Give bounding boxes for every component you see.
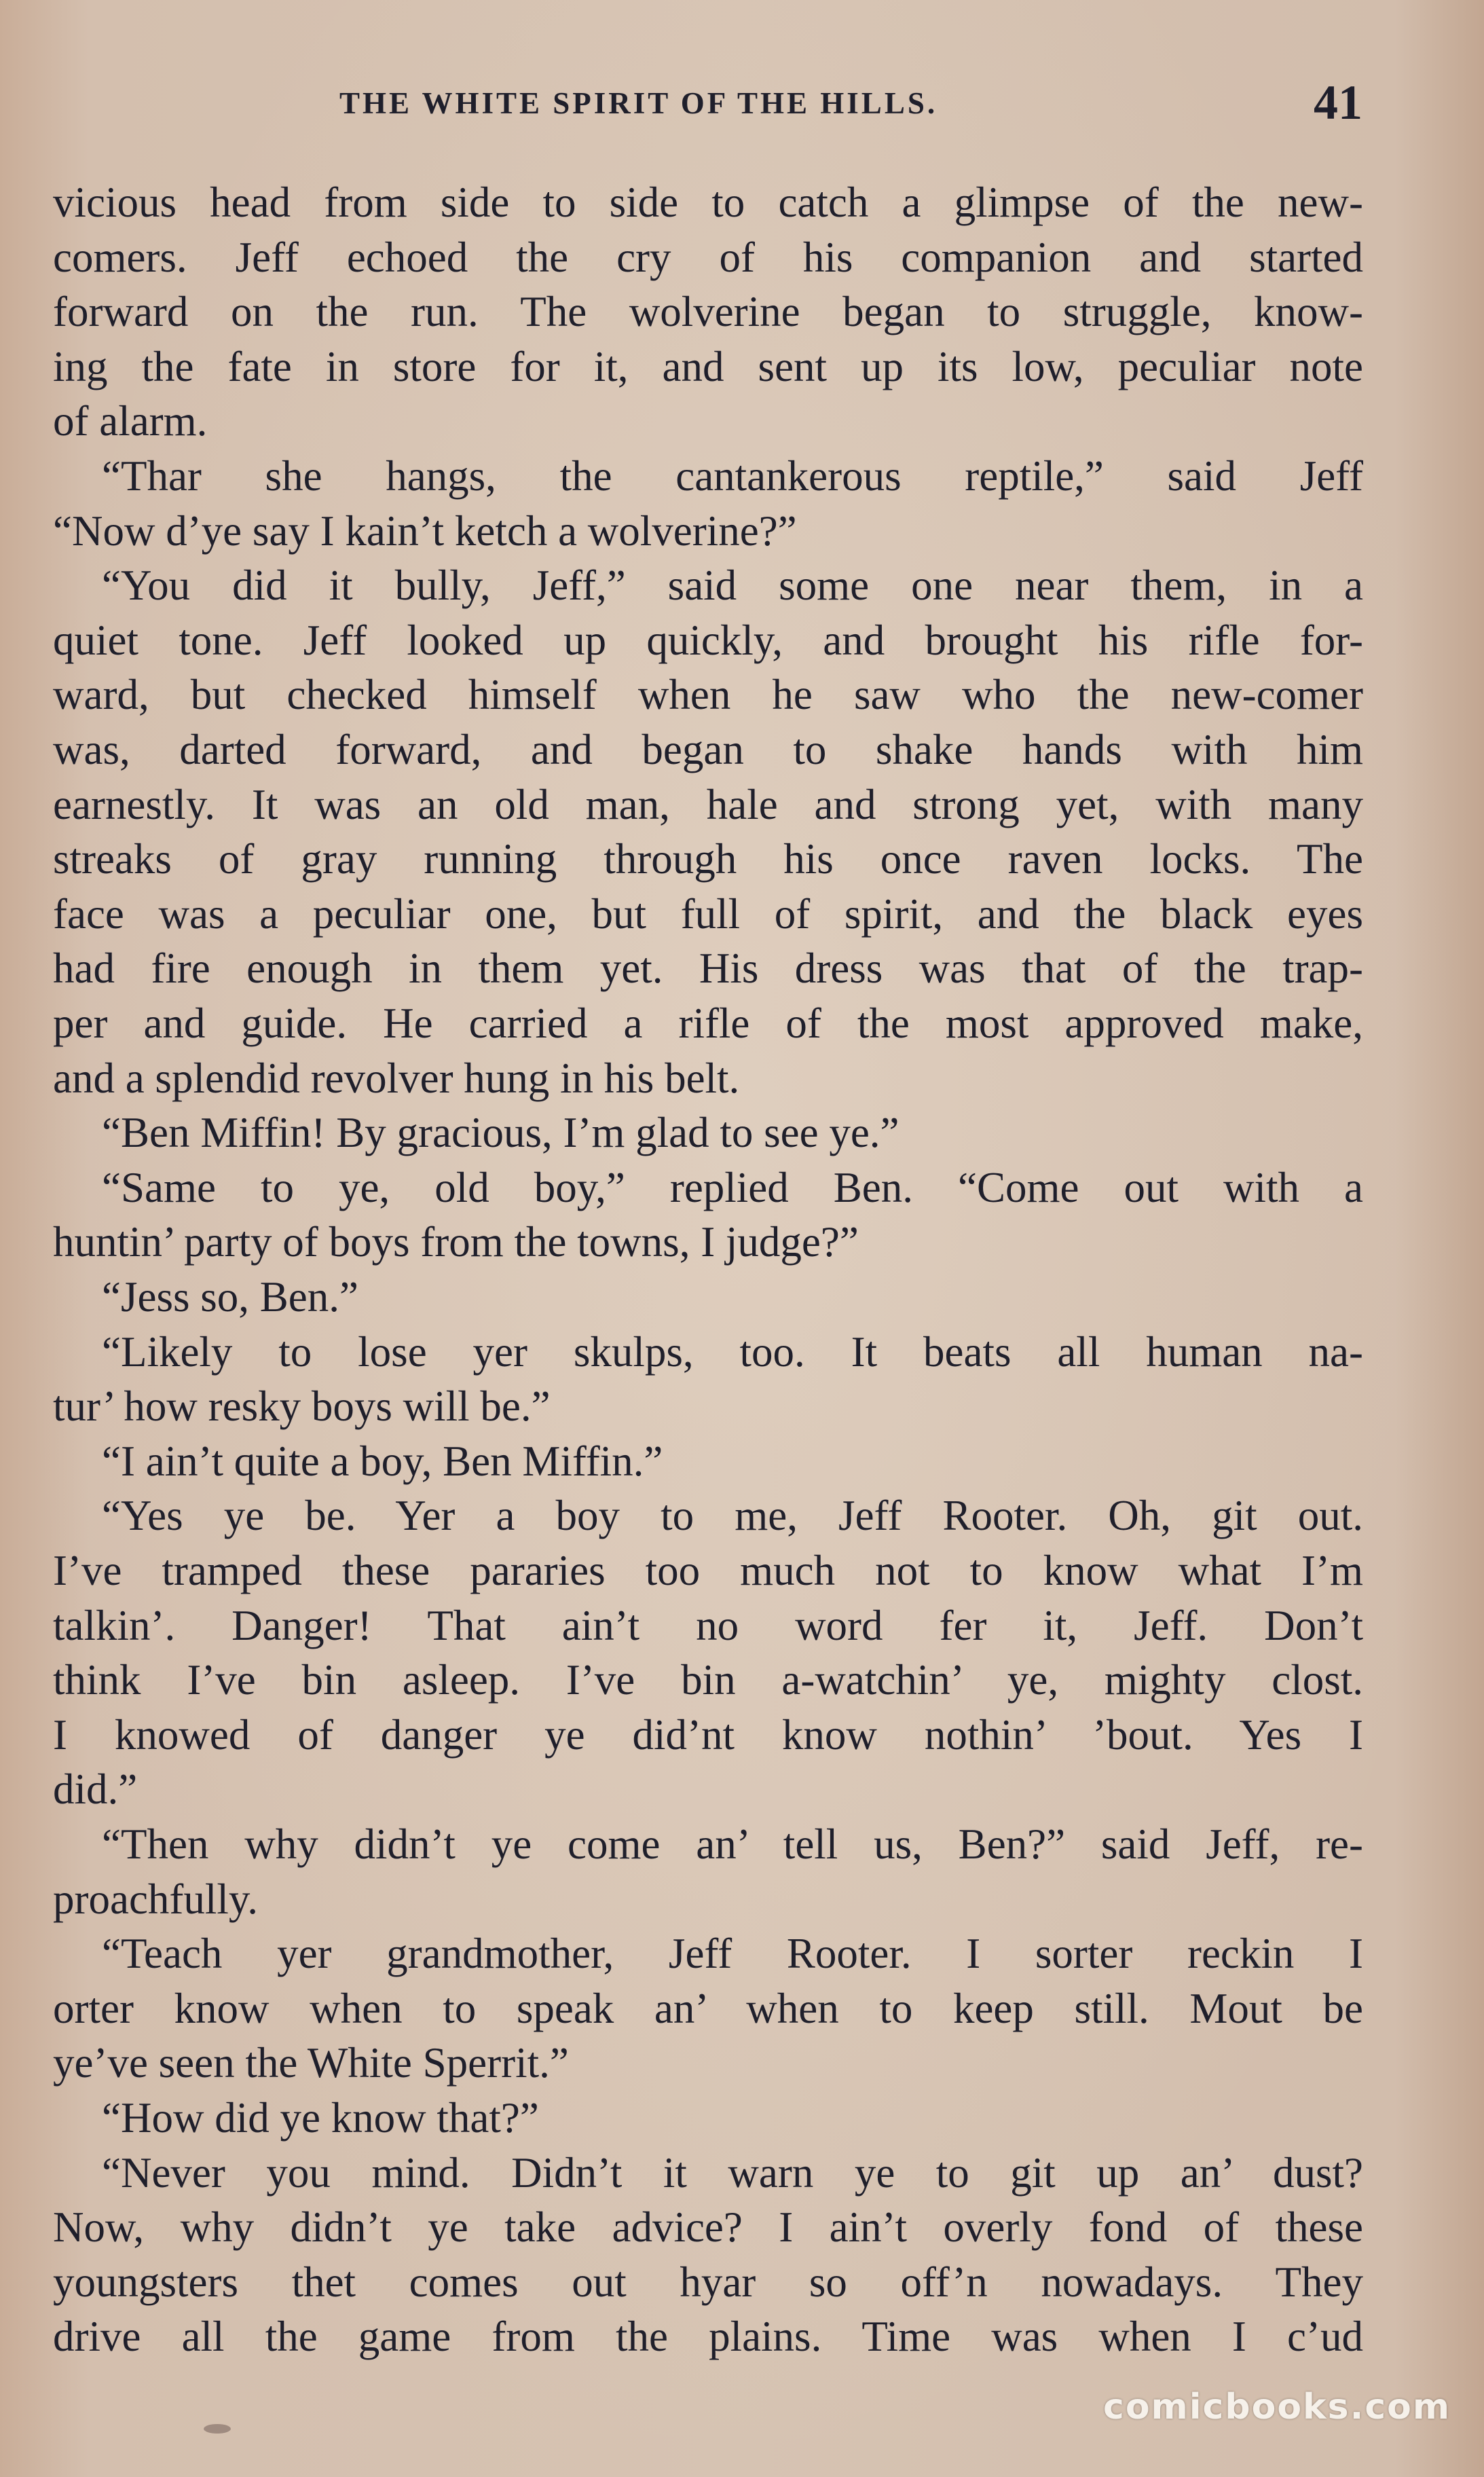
text-line: “You did it bully, Jeff,” said some one near them, in a (102, 562, 1363, 610)
text-line: and a splendid revolver hung in his belt. (53, 1054, 740, 1102)
text-line: earnestly. It was an old man, hale and strong yet, with many (53, 780, 1363, 828)
running-title: THE WHITE SPIRIT OF THE HILLS. (339, 86, 938, 120)
text-line: “Same to ye, old boy,” replied Ben. “Come out with a (102, 1163, 1363, 1211)
text-line: “Ben Miffin! By gracious, I’m glad to see ye.” (102, 1109, 899, 1157)
text-line: ing the fate in store for it, and sent up its low, peculiar note (53, 342, 1363, 390)
text-line: “Yes ye be. Yer a boy to me, Jeff Rooter. Oh, git out. (102, 1492, 1363, 1540)
text-line: Now, why didn’t ye take advice? I ain’t overly fond of these (53, 2203, 1363, 2252)
text-line: “Then why didn’t ye come an’ tell us, Ben?” said Jeff, re- (102, 1820, 1363, 1868)
text-line: was, darted forward, and began to shake hands with him (53, 726, 1363, 773)
text-line: ye’ve seen the White Sperrit.” (53, 2039, 569, 2087)
text-line: did.” (53, 1765, 138, 1814)
text-line: “Never you mind. Didn’t it warn ye to git up an’ dust? (102, 2148, 1363, 2197)
text-line: face was a peculiar one, but full of spirit, and the black eyes (53, 889, 1363, 938)
text-line: talkin’. Danger! That ain’t no word fer it, Jeff. Don’t (53, 1601, 1363, 1649)
watermark: comicbooks.com (1103, 2387, 1451, 2427)
text-line: “Now d’ye say I kain’t ketch a wolverine?” (53, 507, 797, 555)
ink-smudge (204, 2424, 231, 2434)
text-line: “Thar she hangs, the cantankerous reptile,” said Jeff (102, 452, 1363, 500)
text-line: “Likely to lose yer skulps, too. It beats all human na- (102, 1327, 1363, 1376)
text-line: “Jess so, Ben.” (102, 1273, 358, 1321)
text-line: had fire enough in them yet. His dress was that of the trap- (53, 944, 1363, 993)
text-line: I knowed of danger ye did’nt know nothin’ ’bout. Yes I (53, 1710, 1363, 1759)
text-line: streaks of gray running through his once raven locks. The (53, 835, 1363, 883)
text-line: youngsters thet comes out hyar so off’n nowadays. They (53, 2258, 1363, 2306)
text-line: quiet tone. Jeff looked up quickly, and brought his rifle for- (53, 616, 1363, 664)
text-line: “I ain’t quite a boy, Ben Miffin.” (102, 1437, 663, 1485)
text-line: ward, but checked himself when he saw who the new-comer (53, 671, 1363, 719)
text-line: “Teach yer grandmother, Jeff Rooter. I sorter reckin I (102, 1930, 1363, 1978)
text-line: forward on the run. The wolverine began to struggle, know- (53, 288, 1363, 336)
text-line: I’ve tramped these pararies too much not to know what I’m (53, 1547, 1363, 1594)
text-line: think I’ve bin asleep. I’ve bin a-watchin’ ye, mighty clost. (53, 1656, 1363, 1704)
text-line: per and guide. He carried a rifle of the most approved make, (53, 999, 1363, 1047)
text-line: vicious head from side to side to catch a glimpse of the new- (53, 179, 1363, 226)
page-number: 41 (1314, 75, 1362, 130)
text-line: comers. Jeff echoed the cry of his companion and started (53, 233, 1363, 281)
text-line: drive all the game from the plains. Time was when I c’ud (53, 2313, 1363, 2361)
text-line: orter know when to speak an’ when to keep still. Mout be (53, 1984, 1363, 2032)
text-line: tur’ how resky boys will be.” (53, 1382, 551, 1431)
text-line: of alarm. (53, 397, 208, 445)
text-line: “How did ye know that?” (102, 2094, 539, 2142)
text-line: proachfully. (53, 1875, 259, 1923)
text-line: huntin’ party of boys from the towns, I judge?” (53, 1218, 859, 1266)
